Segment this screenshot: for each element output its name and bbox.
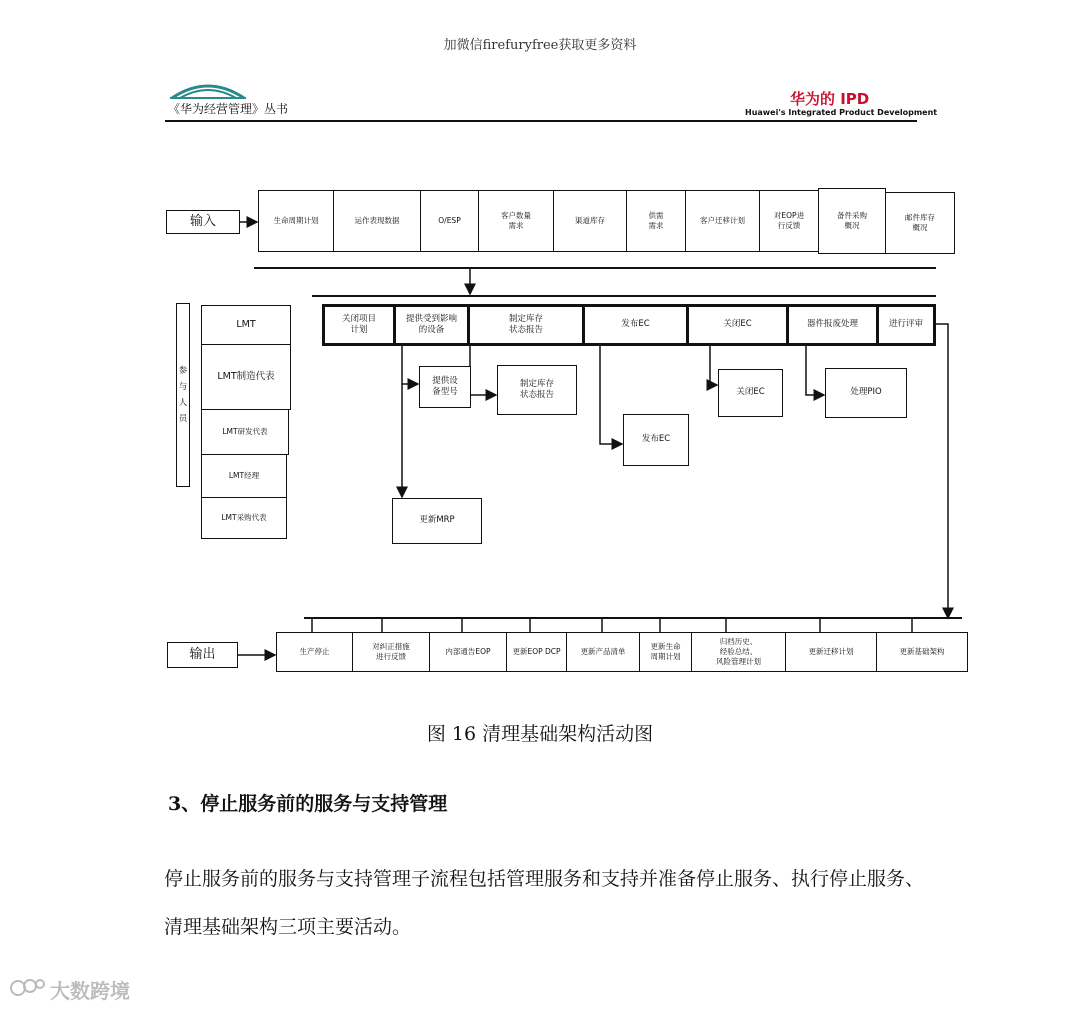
participant-box: LMT制造代表 (201, 344, 291, 410)
participant-box: LMT采购代表 (201, 497, 287, 539)
figure-caption: 图 16 清理基础架构活动图 (426, 723, 654, 745)
input-box: O/ESP (420, 190, 479, 252)
activity-box: 制定库存 状态报告 (467, 304, 585, 346)
output-box: 更新迁移计划 (785, 632, 877, 672)
input-box: 备件采购 概况 (818, 188, 886, 254)
input-box: 邮件库存 概况 (885, 192, 955, 254)
input-box: 客户数量 需求 (478, 190, 554, 252)
input-box: 供需 需求 (626, 190, 686, 252)
ipd-title: 华为的 IPD (790, 90, 870, 108)
output-box: 更新EOP DCP (506, 632, 567, 672)
sub-activity-box: 制定库存 状态报告 (497, 365, 577, 415)
participant-box: LMT研发代表 (201, 409, 289, 455)
ipd-subtitle: Huawei's Integrated Product Development (745, 108, 938, 117)
output-box: 内部通告EOP (429, 632, 507, 672)
output-box: 归档历史、 经验总结、 风险管理计划 (691, 632, 786, 672)
input-box: 客户迁移计划 (685, 190, 760, 252)
sub-activity-box: 发布EC (623, 414, 689, 466)
output-box: 更新生命 周期计划 (639, 632, 692, 672)
output-box: 对纠正措施 进行反馈 (352, 632, 430, 672)
input-label: 输入 (166, 210, 240, 234)
output-box: 生产停止 (276, 632, 353, 672)
body-paragraph: 停止服务前的服务与支持管理子流程包括管理服务和支持并准备停止服务、执行停止服务、清理基础架构三项主要活动。 (164, 868, 925, 938)
activity-box: 发布EC (582, 304, 689, 346)
activity-box: 关闭EC (686, 304, 789, 346)
participant-box: LMT经理 (201, 454, 287, 498)
activity-box: 提供受到影响 的设备 (393, 304, 470, 346)
sub-activity-box: 关闭EC (718, 369, 783, 417)
series-title: 《华为经营管理》丛书 (168, 102, 289, 116)
participants-label: 参 与 人 员 (176, 303, 190, 487)
watermark-logo-icon (8, 974, 48, 1000)
input-box: 对EOP进 行反馈 (759, 190, 819, 252)
sub-activity-box: 更新MRP (392, 498, 482, 544)
top-note: 加微信firefuryfree获取更多资料 (443, 38, 637, 53)
input-box: 生命周期计划 (258, 190, 334, 252)
section-heading: 3、停止服务前的服务与支持管理 (168, 793, 448, 815)
sub-activity-box: 处理PIO (825, 368, 907, 418)
participant-box: LMT (201, 305, 291, 345)
activity-box: 器件报废处理 (786, 304, 879, 346)
watermark-text: 大数跨境 (50, 979, 130, 1003)
input-box: 运作表现数据 (333, 190, 421, 252)
sub-activity-box: 提供设 备型号 (419, 366, 471, 408)
output-box: 更新基础架构 (876, 632, 968, 672)
activity-box: 关闭项目 计划 (322, 304, 396, 346)
input-box: 渠道库存 (553, 190, 627, 252)
output-label: 输出 (167, 642, 238, 668)
activity-box: 进行评审 (876, 304, 936, 346)
output-box: 更新产品清单 (566, 632, 640, 672)
